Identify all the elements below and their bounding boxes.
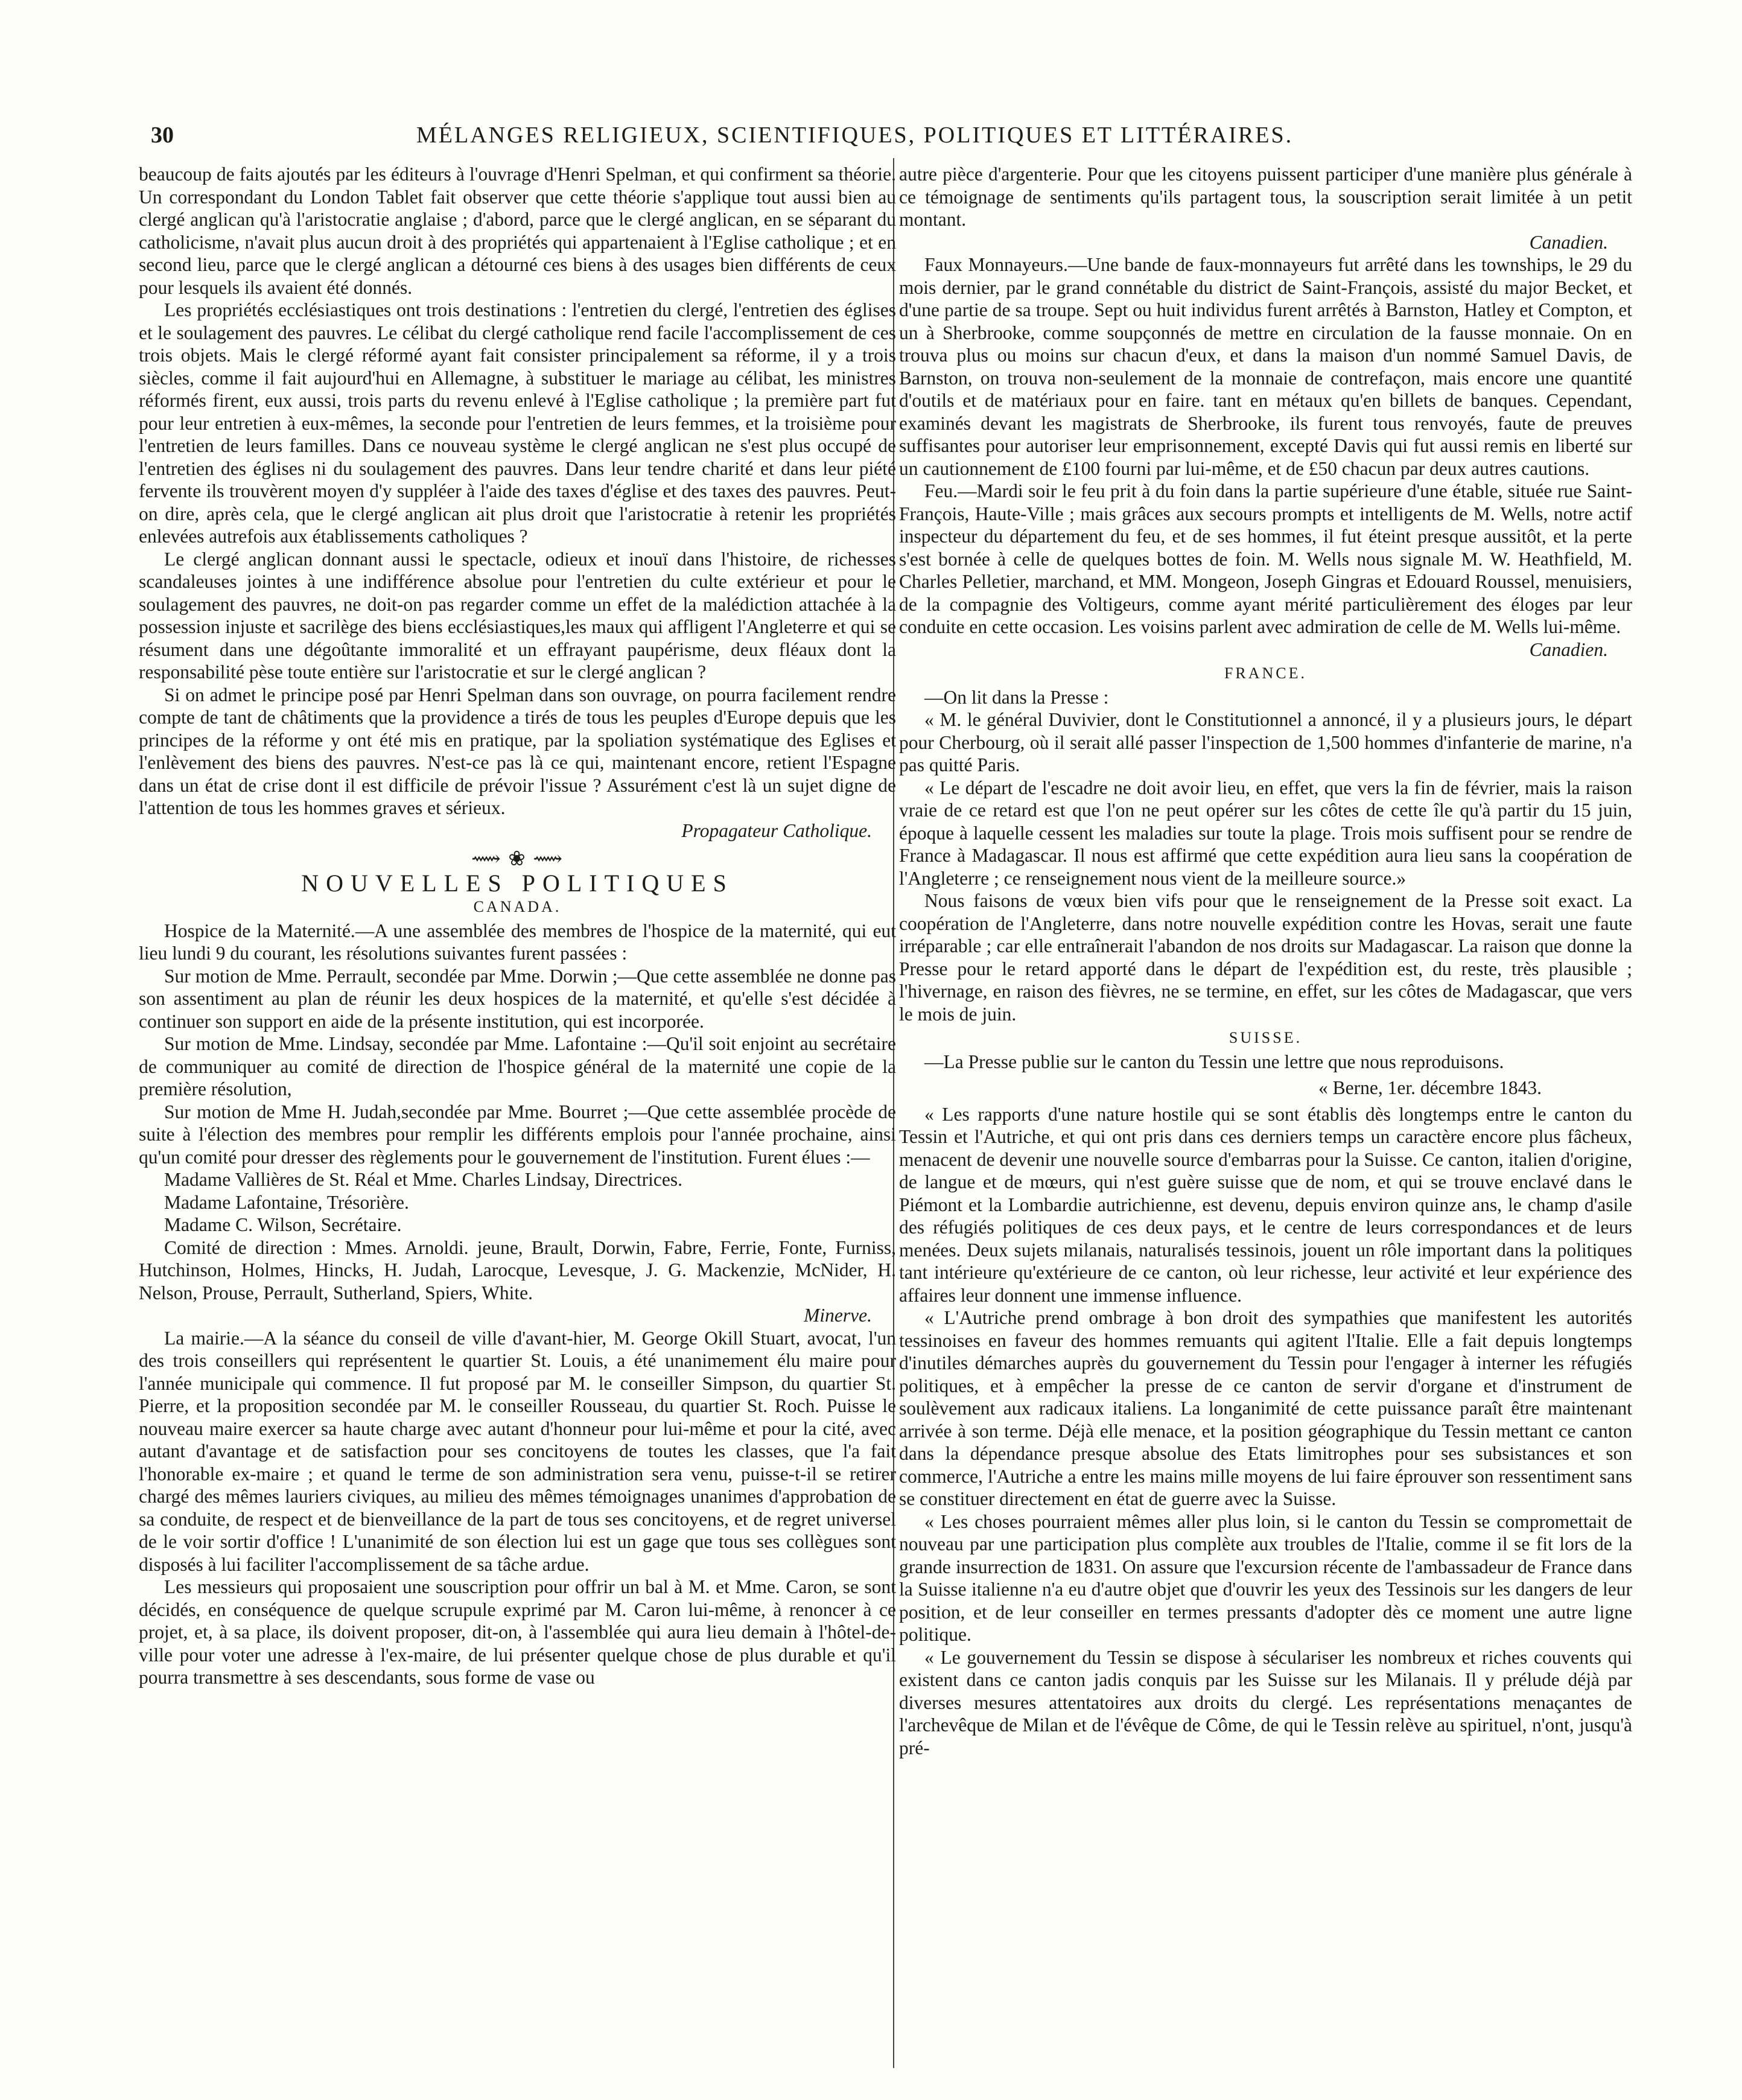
section-subhead: CANADA. (473, 898, 562, 915)
page-header (151, 118, 1629, 161)
paragraph: Les messieurs qui proposaient une souscription pour offrir un bal à M. et Mme. Caron, se sont décidés, en conséquence de quelque scrupule exprimé par M. Caron lui-même, à renoncer à ce projet, et, à sa place, ils doivent proposer, dit-on, à l'assemblée qui aura lieu demain à l'hôtel-de-ville pour voter une adresse à l'ex-maire, de lui présenter quelque chose de plus durable et qu'il pourra transmettre à ses descendants, sous forme de vase ou (139, 1576, 896, 1688)
paragraph: Madame C. Wilson, Secrétaire. (164, 1214, 402, 1235)
paragraph: Sur motion de Mme. Perrault, secondée par Mme. Dorwin ;—Que cette assemblée ne donne pas son assentiment au plan de réunir les deux hospices de la maternité, et qu'elle s'est décidée à continuer son support en aide de la présente institution, qui est incorporée. (139, 965, 896, 1032)
paragraph: « Les choses pourraient mêmes aller plus loin, si le canton du Tessin se compromettait de nouveau par une participation plus complète aux troubles de l'Italie, comme il se fit lors de la grande insurrection de 1831. On assure que l'excursion récente de l'ambassadeur de France dans la Suisse italienne n'a eu d'autre objet que d'ouvrir les yeux des Tessinois sur les dangers de leur position, et de leur conseiller en termes pressants d'adopter dès ce moment une autre ligne politique. (899, 1510, 1632, 1645)
paragraph: « M. le général Duvivier, dont le Constitutionnel a annoncé, il y a plusieurs jours, le départ pour Cherbourg, où il serait allé passer l'inspection de 1,500 hommes d'infanterie de marine, n'a pas quitté Paris. (899, 709, 1632, 775)
paragraph: Feu.—Mardi soir le feu prit à du foin dans la partie supérieure d'une étable, située rue Saint-François, Haute-Ville ; mais grâces aux secours prompts et intelligents de M. Wells, notre actif inspecteur du département du feu, et de ses hommes, il fut éteint presque aussitôt, et la perte s'est bornée à celle de quelques bottes de foin. M. Wells nous signale M. W. Heathfield, M. Charles Pelletier, marchand, et MM. Mongeon, Joseph Gingras et Edouard Roussel, menuisiers, de la compagnie des Voltigeurs, comme ayant mérité particulièrement des éloges par leur conduite en cette occasion. Les voisins parlent avec admiration de celle de M. Wells lui-même. (899, 480, 1632, 637)
dateline: « Berne, 1er. décembre 1843. (1318, 1077, 1542, 1098)
source-attribution: Canadien. (1529, 231, 1608, 253)
paragraph: Les propriétés ecclésiastiques ont trois destinations : l'entretien du clergé, l'entretien des églises et le soulagement des pauvres. Le célibat du clergé catholique rend facile l'accomplissement de ces trois objets. Mais le clergé réformé ayant fait consister principalement sa réforme, il y a trois siècles, comme il fait aujourd'hui en Allemagne, à substituer le mariage au célibat, les ministres réformés firent, eux aussi, trois parts du revenu enlevé à l'Eglise catholique ; la première part fut pour leur entretien à eux-mêmes, la seconde pour l'entretien de leurs femmes, et la troisième pour l'entretien de leurs familles. Dans ce nouveau système le clergé anglican ne s'est plus occupé de l'entretien des églises ni du soulagement des pauvres. Dans leur tendre charité et dans leur piété fervente ils trouvèrent moyen d'y suppléer à l'aide des taxes d'église et des taxes des pauvres. Peut-on dire, après cela, que le clergé anglican ait plus droit que l'aristocratie à retenir les propriétés enlevées autrefois aux établissements catholiques ? (139, 299, 896, 547)
section-subhead: SUISSE. (1229, 1029, 1303, 1046)
paragraph: Sur motion de Mme. Lindsay, secondée par Mme. Lafontaine :—Qu'il soit enjoint au secrétaire de communiquer au comité de direction de l'hospice général de la maternité une copie de la première résolution, (139, 1033, 896, 1099)
source-attribution: Minerve. (804, 1305, 872, 1326)
source-attribution: Propagateur Catholique. (681, 819, 872, 841)
paragraph: Comité de direction : Mmes. Arnoldi. jeune, Brault, Dorwin, Fabre, Ferrie, Fonte, Furniss, Hutchinson, Holmes, Hincks, H. Judah, Larocque, Levesque, J. G. Mackenzie, McNider, H. Nelson, Prouse, Perrault, Sutherland, Spiers, White. (139, 1236, 896, 1303)
left-column (139, 163, 896, 1689)
paragraph: « Le départ de l'escadre ne doit avoir lieu, en effet, que vers la fin de février, mais la raison vraie de ce retard est que l'on ne peut opérer sur les côtes de cette île qu'à partir du 15 juin, époque à laquelle cessent les maladies sur toute la plage. Trois mois suffisent pour se rendre de France à Madagascar. Il nous est affirmé que cette expédition aura lieu sans la coopération de l'Angleterre ; ce renseignement nous vient de la meilleure source.» (899, 777, 1632, 889)
paragraph: « Les rapports d'une nature hostile qui se sont établis dès longtemps entre le canton du Tessin et l'Autriche, et qui ont pris dans ces derniers temps un caractère encore plus fâcheux, menacent de devenir une nouvelle source d'embarras pour la Suisse. Ce canton, italien d'origine, de langue et de mœurs, qui n'est guère suisse que de nom, et qui se trouve enclavé dans le Piémont et la Lombardie autrichienne, est devenu, depuis environ quinze ans, le champ d'asile des réfugiés politiques de ces deux pays, et le centre de leurs correspondances et de leurs menées. Deux sujets milanais, naturalisés tessinois, jouent un rôle important dans la politiques tant intérieure qu'extérieure de ce canton, où leur richesse, leur activité et leur expérience des affaires leur donnent une immense influence. (899, 1103, 1632, 1306)
section-title: NOUVELLES POLITIQUES (301, 869, 734, 897)
paragraph: Madame Vallières de St. Réal et Mme. Charles Lindsay, Directrices. (164, 1169, 682, 1190)
paragraph: « L'Autriche prend ombrage à bon droit des sympathies que manifestent les autorités tessinoises en faveur des hommes remuants qui agitent l'Italie. Elle a fait depuis longtemps d'inutiles démarches auprès du gouvernement du Tessin pour l'engager à interner les réfugiés politiques, et à empêcher la presse de ce canton de servir d'organe et d'instrument de soulèvement aux radicaux italiens. La longanimité de cette puissance paraît être maintenant arrivée à son terme. Déjà elle menace, et la position géographique du Tessin mettant ce canton dans la dépendance presque absolue des Etats limitrophes pour ses subsistances et son commerce, l'Autriche a entre les mains mille moyens de lui faire éprouver son ressentiment sans se constituer directement en état de guerre avec la Suisse. (899, 1307, 1632, 1509)
source-attribution: Canadien. (1529, 638, 1608, 660)
paragraph: Sur motion de Mme H. Judah,secondée par Mme. Bourret ;—Que cette assemblée procède de suite à l'élection des membres pour remplir les différents emplois pour l'année prochaine, ainsi qu'un comité pour dresser des règlements pour le gouvernement de l'institution. Furent élues :— (139, 1101, 896, 1168)
paragraph: Si on admet le principe posé par Henri Spelman dans son ouvrage, on pourra facilement rendre compte de tant de châtiments que la providence a tirés de tous les peuples d'Europe depuis que les principes de la réforme y ont été mis en pratique, par la spoliation systématique des Eglises et l'enlèvement des biens des pauvres. N'est-ce pas là ce qui, maintenant encore, retient l'Espagne dans un état de crise dont il est difficile de prévoir l'issue ? Assurément c'est là un sujet digne de l'attention de tous les hommes graves et sérieux. (139, 684, 896, 818)
paragraph: Nous faisons de vœux bien vifs pour que le renseignement de la Presse soit exact. La coopération de l'Angleterre, dans notre nouvelle expédition contre les Hovas, serait une faute irréparable ; car elle entraînerait l'abandon de nos droits sur Madagascar. La raison que donne la Presse pour le retard apporté dans le départ de l'expédition est, du reste, très plausible ; l'hivernage, en raison des fièvres, ne se termine, en effet, sur les côtes de Madagascar, que vers le mois de juin. (899, 890, 1632, 1025)
paragraph: beaucoup de faits ajoutés par les éditeurs à l'ouvrage d'Henri Spelman, et qui confirment sa théorie. Un correspondant du London Tablet fait observer que cette théorie s'applique tout aussi bien au clergé anglican qu'à l'aristocratie anglaise ; d'abord, parce que le clergé anglican, en se séparant du catholicisme, n'avait plus aucun droit à des propriétés qui appartenaient à l'Eglise catholique ; et en second lieu, parce que le clergé anglican a détourné ces biens à des usages bien différents de ceux pour lesquels ils avaient été donnés. (139, 164, 896, 298)
running-title: MÉLANGES RELIGIEUX, SCIENTIFIQUES, POLITIQUES ET LITTÉRAIRES. (416, 122, 1294, 148)
page-number: 30 (151, 122, 174, 148)
paragraph: autre pièce d'argenterie. Pour que les citoyens puissent participer d'une manière plus générale à ce témoignage de sentiments qu'ils partagent tous, la souscription serait limitée à un petit montant. (899, 164, 1632, 230)
paragraph: La mairie.—A la séance du conseil de ville d'avant-hier, M. George Okill Stuart, avocat, l'un des trois conseillers qui représentent le quartier St. Louis, a été unanimement élu maire pour l'année municipale qui commence. Il fut proposé par M. le conseiller Simpson, du quartier St. Pierre, et la proposition secondée par M. le conseiller Rousseau, du quartier St. Roch. Puisse le nouveau maire exercer sa haute charge avec autant d'honneur pour lui-même et pour la cité, avec autant d'avantage et de satisfaction pour ses concitoyens de toutes les classes, que l'a fait l'honorable ex-maire ; et quand le terme de son administration sera venu, puisse-t-il se retirer chargé des mêmes lauriers civiques, au milieu des mêmes témoignages unanimes d'approbation de sa conduite, de respect et de bienveillance de la part de tous ses concitoyens, et de regret universel de le voir sortir d'office ! L'unanimité de son élection lui est un gage que tous ses collègues sont disposés à lui faciliter l'accomplissement de sa tâche ardue. (139, 1327, 896, 1575)
right-column (899, 163, 1632, 1759)
paragraph: —On lit dans la Presse : (924, 686, 1109, 708)
paragraph: Hospice de la Maternité.—A une assemblée des membres de l'hospice de la maternité, qui eut lieu lundi 9 du courant, les résolutions suivantes furent passées : (139, 920, 896, 964)
ornament: ⟿ ❀ ⟿ (471, 848, 564, 870)
paragraph: Faux Monnayeurs.—Une bande de faux-monnayeurs fut arrêté dans les townships, le 29 du mois dernier, par le grand connétable du district de Saint-François, assisté du major Becket, et d'une partie de sa troupe. Sept ou huit individus furent arrêtés à Barnston, Hatley et Compton, et un à Sherbrooke, comme soupçonnés de mettre en circulation de la fausse monnaie. On en trouva plus ou moins sur chacun d'eux, et dans la maison d'un nommé Samuel Davis, de Barnston, on trouva non-seulement de la monnaie de contrefaçon, mais encore une quantité d'outils et de matériaux pour en faire. tant en métaux qu'en billets de banques. Cependant, examinés devant les magistrats de Sherbrooke, ils furent tous renvoyés, faute de preuves suffisantes pour autoriser leur emprisonnement, excepté Davis qui fut aussi remis en liberté sur un cautionnement de £100 fourni par lui-même, et de £50 chacun par deux autres cautions. (899, 254, 1632, 479)
paragraph: —La Presse publie sur le canton du Tessin une lettre que nous reproduisons. (924, 1051, 1504, 1072)
section-subhead: FRANCE. (1224, 664, 1308, 682)
paragraph: Le clergé anglican donnant aussi le spectacle, odieux et inouï dans l'histoire, de richesses scandaleuses jointes à une indifférence absolue pour l'entretien du culte extérieur et pour le soulagement des pauvres, ne doit-on pas regarder comme un effet de la malédiction attachée à la possession injuste et sacrilège des biens ecclésiastiques,les maux qui affligent l'Angleterre et qui se résument dans une dégoûtante immoralité et un effrayant paupérisme, deux fléaux dont la responsabilité pèse toute entière sur l'aristocratie et sur le clergé anglican ? (139, 548, 896, 682)
paragraph: « Le gouvernement du Tessin se dispose à séculariser les nombreux et riches couvents qui existent dans ce canton jadis conquis par les Suisse sur les Milanais. Il y prélude déjà par diverses mesures attentatoires aux droits du clergé. Les représentations menaçantes de l'archevêque de Milan et de l'évêque de Côme, de qui le Tessin relève au spirituel, n'ont, jusqu'à pré- (899, 1646, 1632, 1758)
paragraph: Madame Lafontaine, Trésorière. (164, 1191, 409, 1213)
